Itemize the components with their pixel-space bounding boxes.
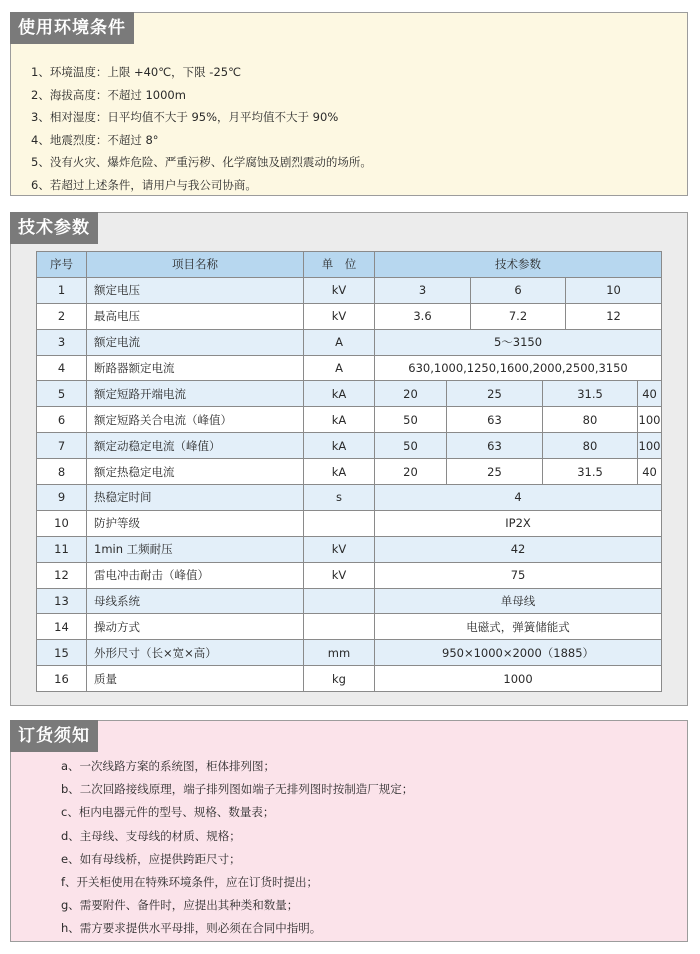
row-name: 额定热稳定电流: [87, 459, 304, 485]
header-name: 项目名称: [87, 252, 304, 278]
row-value: 63: [447, 407, 543, 433]
row-number: 1: [37, 277, 87, 303]
row-value: 3.6: [375, 303, 471, 329]
header-value: 技术参数: [375, 252, 662, 278]
row-name: 1min 工频耐压: [87, 536, 304, 562]
row-name: 额定电流: [87, 329, 304, 355]
table-row: [37, 459, 662, 485]
row-number: 9: [37, 485, 87, 511]
row-value: 电磁式，弹簧储能式: [375, 614, 662, 640]
list-item: d、主母线、支母线的材质、规格；: [61, 828, 241, 843]
table-row: [37, 407, 662, 433]
row-value: 20: [375, 459, 447, 485]
table-row: [37, 666, 662, 692]
list-item: g、需要附件、备件时，应提出其种类和数量；: [61, 898, 299, 913]
list-item: 1、环境温度：上限 +40℃，下限 -25℃: [31, 65, 242, 79]
row-unit: kV: [304, 277, 375, 303]
row-value: 20: [375, 381, 447, 407]
row-value: 100: [638, 407, 662, 433]
row-value: 75: [375, 562, 662, 588]
row-value: 单母线: [375, 588, 662, 614]
environment-title: 使用环境条件: [10, 12, 134, 44]
tech-panel: [10, 212, 688, 706]
row-name: 额定电压: [87, 277, 304, 303]
row-value: 10: [566, 277, 662, 303]
table-row: [37, 277, 662, 303]
row-value: 25: [447, 381, 543, 407]
table-row: [37, 588, 662, 614]
row-unit: s: [304, 485, 375, 511]
row-value: 40: [638, 381, 662, 407]
row-value: 63: [447, 433, 543, 459]
list-item: 3、相对湿度：日平均值不大于 95%，月平均值不大于 90%: [31, 110, 339, 125]
row-value: 5～3150: [375, 329, 662, 355]
row-value: 7.2: [471, 303, 566, 329]
header-no: 序号: [37, 252, 87, 278]
params-table: [36, 251, 662, 692]
row-number: 16: [37, 666, 87, 692]
row-unit: kA: [304, 459, 375, 485]
list-item: 5、没有火灾、爆炸危险、严重污秽、化学腐蚀及剧烈震动的场所。: [31, 155, 372, 170]
table-row: [37, 510, 662, 536]
row-value: 50: [375, 433, 447, 459]
table-row: [37, 536, 662, 562]
list-item: 2、海拔高度：不超过 1000m: [31, 87, 186, 102]
row-name: 额定动稳定电流（峰值）: [87, 433, 304, 459]
row-name: 操动方式: [87, 614, 304, 640]
row-name: 雷电冲击耐击（峰值）: [87, 562, 304, 588]
row-number: 11: [37, 536, 87, 562]
environment-list: [31, 61, 372, 197]
row-number: 4: [37, 355, 87, 381]
row-value: 80: [543, 407, 638, 433]
row-name: 热稳定时间: [87, 485, 304, 511]
row-number: 3: [37, 329, 87, 355]
row-number: 12: [37, 562, 87, 588]
row-unit: kg: [304, 666, 375, 692]
table-row: [37, 433, 662, 459]
row-number: 7: [37, 433, 87, 459]
row-unit: A: [304, 355, 375, 381]
order-title: 订货须知: [10, 720, 98, 752]
row-value: 25: [447, 459, 543, 485]
row-number: 5: [37, 381, 87, 407]
row-unit: [304, 614, 375, 640]
row-unit: [304, 588, 375, 614]
tech-title: 技术参数: [10, 212, 98, 244]
header-unit: 单 位: [304, 252, 375, 278]
row-number: 8: [37, 459, 87, 485]
list-item: c、柜内电器元件的型号、规格、数量表；: [61, 805, 275, 820]
row-value: 630,1000,1250,1600,2000,2500,3150: [375, 355, 662, 381]
list-item: f、开关柜使用在特殊环境条件，应在订货时提出；: [61, 874, 319, 889]
table-row: [37, 562, 662, 588]
list-item: e、如有母线桥，应提供跨距尺寸；: [61, 851, 241, 866]
row-unit: kV: [304, 562, 375, 588]
list-item: 6、若超过上述条件，请用户与我公司协商。: [31, 177, 257, 192]
row-name: 防护等级: [87, 510, 304, 536]
table-row: [37, 303, 662, 329]
row-name: 质量: [87, 666, 304, 692]
row-number: 14: [37, 614, 87, 640]
row-name: 外形尺寸（长×宽×高）: [87, 640, 304, 666]
row-number: 13: [37, 588, 87, 614]
table-row: [37, 614, 662, 640]
row-name: 母线系统: [87, 588, 304, 614]
row-number: 10: [37, 510, 87, 536]
order-list: [61, 755, 413, 941]
row-value: 100: [638, 433, 662, 459]
row-value: 50: [375, 407, 447, 433]
row-name: 额定短路开端电流: [87, 381, 304, 407]
environment-panel: [10, 12, 688, 196]
list-item: a、一次线路方案的系统图，柜体排列图；: [61, 759, 276, 773]
row-value: 1000: [375, 666, 662, 692]
row-name: 断路器额定电流: [87, 355, 304, 381]
row-number: 2: [37, 303, 87, 329]
row-value: 950×1000×2000（1885）: [375, 640, 662, 666]
row-value: 80: [543, 433, 638, 459]
row-unit: kV: [304, 303, 375, 329]
row-unit: kA: [304, 381, 375, 407]
row-value: 31.5: [543, 381, 638, 407]
table-row: [37, 640, 662, 666]
row-value: 40: [638, 459, 662, 485]
row-unit: A: [304, 329, 375, 355]
row-value: 12: [566, 303, 662, 329]
table-row: [37, 329, 662, 355]
row-value: 31.5: [543, 459, 638, 485]
table-row: [37, 381, 662, 407]
table-row: [37, 485, 662, 511]
row-value: 6: [471, 277, 566, 303]
row-value: 3: [375, 277, 471, 303]
row-unit: kV: [304, 536, 375, 562]
list-item: h、需方要求提供水平母排，则必须在合同中指明。: [61, 921, 322, 936]
row-unit: kA: [304, 433, 375, 459]
row-name: 额定短路关合电流（峰值）: [87, 407, 304, 433]
row-value: 4: [375, 485, 662, 511]
table-header-row: [37, 252, 662, 278]
row-name: 最高电压: [87, 303, 304, 329]
row-value: 42: [375, 536, 662, 562]
row-value: IP2X: [375, 510, 662, 536]
order-panel: [10, 720, 688, 942]
table-row: [37, 355, 662, 381]
row-unit: mm: [304, 640, 375, 666]
list-item: b、二次回路接线原理，端子排列图如端子无排列图时按制造厂规定；: [61, 782, 414, 797]
row-number: 15: [37, 640, 87, 666]
list-item: 4、地震烈度：不超过 8°: [31, 132, 159, 147]
row-unit: kA: [304, 407, 375, 433]
row-unit: [304, 510, 375, 536]
row-number: 6: [37, 407, 87, 433]
